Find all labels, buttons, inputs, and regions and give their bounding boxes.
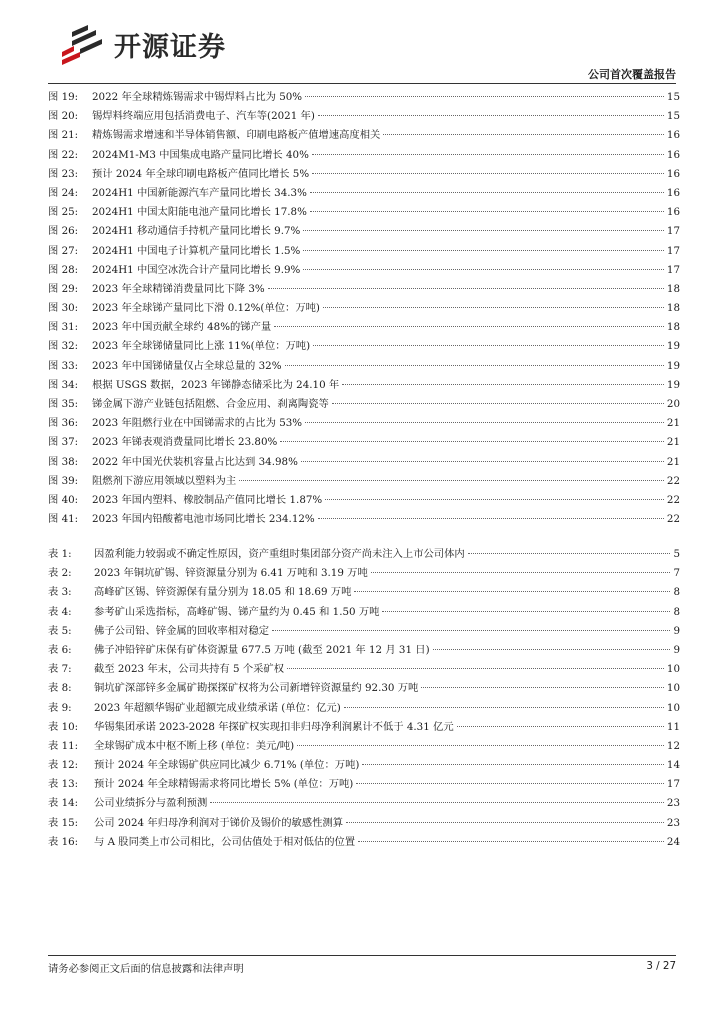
figure-entry[interactable] [48,472,680,491]
figure-list [48,88,680,529]
figure-entry-label: 图 36: [48,417,79,430]
figure-entry-page: 19 [666,340,680,353]
table-entry-label: 表 5: [48,624,72,637]
dot-leader [303,250,664,251]
figure-entry-page: 22 [666,513,680,526]
figure-entry-label: 图 39: [48,474,79,487]
table-entry-label: 表 4: [48,605,72,618]
figure-entry-title: 2022 年中国光伏装机容量占比达到 34.98% [92,455,298,468]
table-entry[interactable] [48,603,680,622]
figure-entry-page: 16 [666,129,680,142]
table-entry-label: 表 8: [48,682,72,695]
figure-entry-title: 2024H1 移动通信手持机产量同比增长 9.7% [92,225,301,238]
dot-leader [318,518,664,519]
figure-entry-title: 2023 年中国贡献全球约 48%的锑产量 [92,321,272,334]
dot-leader [310,192,664,193]
figure-entry-label: 图 33: [48,359,79,372]
figure-entry-label: 图 27: [48,244,79,257]
table-entry-title: 预计 2024 年全球精锡需求将同比增长 5% (单位：万吨) [94,778,354,791]
table-entry[interactable] [48,583,680,602]
dot-leader [318,115,664,116]
figure-entry-title: 2023 年国内铅酸蓄电池市场同比增长 234.12% [92,513,315,526]
footer-disclaimer: 请务必参阅正文后面的信息披露和法律声明 [48,963,244,975]
figure-entry-title: 2024H1 中国电子计算机产量同比增长 1.5% [92,244,301,257]
dot-leader [356,783,664,784]
table-entry[interactable] [48,622,680,641]
figure-entry-page: 17 [666,263,680,276]
figure-entry-page: 21 [666,455,680,468]
figure-entry[interactable] [48,261,680,280]
table-entry[interactable] [48,833,680,852]
table-entry[interactable] [48,814,680,833]
dot-leader [421,687,664,688]
figure-entry-title: 2023 年全球精锑消费量同比下降 3% [92,282,265,295]
figure-entry-page: 21 [666,436,680,449]
figure-entry-title: 2023 年全球锑产量同比下滑 0.12%(单位：万吨) [92,302,320,315]
figure-entry[interactable] [48,433,680,452]
figure-entry-label: 图 21: [48,129,79,142]
dot-leader [210,802,664,803]
table-entry-title: 全球锡矿成本中枢不断上移 (单位：美元/吨) [94,739,295,752]
table-entry-page: 8 [673,586,680,599]
figure-entry-title: 2024H1 中国太阳能电池产量同比增长 17.8% [92,206,307,219]
table-entry-page: 5 [673,548,680,560]
figure-entry-page: 15 [666,110,680,123]
figure-entry-label: 图 35: [48,398,79,410]
table-entry-title: 参考矿山采选指标，高峰矿锡、锑产量约为 0.45 和 1.50 万吨 [94,605,380,618]
table-entry-label: 表 12: [48,759,79,772]
figure-entry-label: 图 22: [48,148,79,161]
dot-leader [342,384,664,385]
table-entry[interactable] [48,775,680,794]
figure-entry-page: 16 [666,206,680,219]
table-entry-page: 23 [666,797,680,810]
table-entry-title: 2023 年超额华锡矿业超额完成业绩承诺 (单位：亿元) [94,701,341,714]
figure-entry[interactable] [48,126,680,145]
figure-entry-label: 图 37: [48,436,79,449]
header-rule [48,83,676,84]
figure-entry-page: 17 [666,225,680,238]
table-entry-title: 佛子冲铅锌矿床保有矿体资源量 677.5 万吨 (截至 2021 年 12 月 31 日) [94,643,430,656]
dot-leader [332,403,664,404]
figure-entry-title: 2023 年中国锑储量仅占全球总量的 32% [92,359,282,372]
table-entry-title: 公司 2024 年归母净利润对于锑价及锡价的敏感性测算 [94,816,343,829]
figure-entry-title: 2023 年阻燃行业在中国锑需求的占比为 53% [92,417,303,430]
table-entry-label: 表 15: [48,816,79,829]
figure-entry-label: 图 19: [48,91,79,103]
table-entry-title: 2023 年铜坑矿锡、锌资源量分别为 6.41 万吨和 3.19 万吨 [94,567,368,580]
figure-entry-page: 19 [666,378,680,391]
figure-entry-title: 阻燃剂下游应用领域以塑料为主 [92,474,237,487]
table-entry-title: 与 A 股同类上市公司相比，公司估值处于相对低估的位置 [94,835,356,848]
figure-entry-label: 图 23: [48,167,79,180]
table-entry-title: 铜坑矿深部锌多金属矿勘探探矿权将为公司新增锌资源量约 92.30 万吨 [94,682,419,695]
table-entry[interactable] [48,756,680,775]
table-entry-label: 表 16: [48,835,79,848]
figure-entry[interactable] [48,242,680,261]
footer-rule [48,955,676,956]
dot-leader [272,630,670,631]
dot-leader [268,288,664,289]
table-entry-title: 预计 2024 年全球锡矿供应同比减少 6.71% (单位：万吨) [94,759,360,772]
figure-entry-page: 22 [666,474,680,487]
table-entry[interactable] [48,564,680,583]
dot-leader [305,422,664,423]
table-entry[interactable] [48,660,680,679]
dot-leader [312,154,664,155]
dot-leader [297,745,664,746]
figure-entry-title: 2023 年锑表观消费量同比增长 23.80% [92,436,278,449]
dot-leader [346,822,664,823]
dot-leader [310,211,664,212]
table-entry[interactable] [48,718,680,737]
table-entry-page: 11 [666,720,680,733]
dot-leader [344,707,664,708]
figure-entry-page: 20 [666,398,680,410]
dot-leader [280,441,664,442]
figure-entry-title: 锑金属下游产业链包括阻燃、合金应用、刹离陶瓷等 [92,398,329,410]
figure-entry-label: 图 41: [48,513,79,526]
table-entry-label: 表 3: [48,586,72,599]
figure-entry-title: 锡焊料终端应用包括消费电子、汽车等(2021 年) [92,110,315,123]
figure-entry[interactable] [48,414,680,433]
table-entry-label: 表 7: [48,663,72,676]
logo-mark-icon [58,22,108,66]
dot-leader [354,591,670,592]
figure-entry-label: 图 40: [48,493,79,506]
table-entry-title: 高峰矿区锡、锌资源保有量分别为 18.05 和 18.69 万吨 [94,586,352,599]
figure-entry[interactable] [48,510,680,529]
figure-entry[interactable] [48,453,680,472]
figure-entry[interactable] [48,376,680,395]
dot-leader [358,841,664,842]
dot-leader [303,230,664,231]
dot-leader [457,726,664,727]
dot-leader [305,96,664,97]
table-entry-label: 表 1: [48,548,72,560]
dot-leader [274,326,664,327]
figure-entry-label: 图 20: [48,110,79,123]
figure-entry[interactable] [48,491,680,510]
table-entry-title: 公司业绩拆分与盈利预测 [94,797,208,810]
figure-entry-title: 预计 2024 年全球印刷电路板产值同比增长 5% [92,167,310,180]
figure-entry-label: 图 25: [48,206,79,219]
table-entry-label: 表 10: [48,720,79,733]
dot-leader [285,365,664,366]
figure-entry-title: 2023 年全球锑储量同比上涨 11%(单位：万吨) [92,340,311,353]
table-entry[interactable] [48,737,680,756]
dot-leader [382,611,670,612]
table-entry-page: 10 [666,701,680,714]
table-entry[interactable] [48,641,680,660]
dot-leader [383,134,664,135]
brand-logo [58,22,226,66]
figure-entry-title: 2024H1 中国新能源汽车产量同比增长 34.3% [92,186,307,199]
table-entry-page: 17 [666,778,680,791]
table-entry-label: 表 6: [48,643,72,656]
figure-entry-title: 2023 年国内塑料、橡胶制品产值同比增长 1.87% [92,493,323,506]
table-entry[interactable] [48,699,680,718]
figure-entry-label: 图 26: [48,225,79,238]
table-entry-page: 7 [673,567,680,580]
figure-entry-page: 18 [666,321,680,334]
table-list [48,545,680,852]
dot-leader [239,480,664,481]
figure-entry-label: 图 31: [48,321,79,334]
figure-entry-page: 16 [666,167,680,180]
dot-leader [303,269,664,270]
figure-entry[interactable] [48,357,680,376]
figure-entry-page: 16 [666,148,680,161]
table-entry-page: 24 [666,835,680,848]
table-entry-label: 表 11: [48,739,79,752]
figure-entry[interactable] [48,318,680,337]
figure-entry[interactable] [48,146,680,165]
figure-entry-label: 图 24: [48,186,79,199]
figure-entry-title: 2024H1 中国空冰洗合计产量同比增长 9.9% [92,263,301,276]
figure-entry-page: 22 [666,493,680,506]
table-entry-title: 截至 2023 年末，公司共持有 5 个采矿权 [94,663,285,676]
dot-leader [313,345,664,346]
dot-leader [312,173,664,174]
table-entry-label: 表 13: [48,778,79,791]
brand-name: 开源证券 [114,31,226,63]
figure-entry-label: 图 34: [48,378,79,391]
figure-entry-title: 根据 USGS 数据，2023 年锑静态储采比为 24.10 年 [92,378,340,391]
figure-entry[interactable] [48,280,680,299]
dot-leader [287,668,664,669]
figure-entry-page: 15 [666,91,680,103]
figure-entry-page: 18 [666,282,680,295]
table-entry[interactable] [48,679,680,698]
table-entry-page: 23 [666,816,680,829]
figure-entry-label: 图 38: [48,455,79,468]
table-entry[interactable] [48,794,680,813]
table-entry-label: 表 14: [48,797,79,810]
dot-leader [433,649,671,650]
table-entry-label: 表 2: [48,567,72,580]
figure-entry[interactable] [48,88,680,107]
table-entry-page: 9 [673,643,680,656]
figure-entry[interactable] [48,222,680,241]
table-entry-label: 表 9: [48,701,72,714]
table-entry[interactable] [48,545,680,564]
figure-entry[interactable] [48,203,680,222]
figure-entry-label: 图 29: [48,282,79,295]
figure-entry[interactable] [48,299,680,318]
dot-leader [362,764,664,765]
dot-leader [325,499,664,500]
table-entry-title: 佛子公司铅、锌金属的回收率相对稳定 [94,624,270,637]
table-entry-page: 12 [666,739,680,752]
figure-entry-label: 图 32: [48,340,79,353]
figure-entry[interactable] [48,107,680,126]
table-entry-title: 华锡集团承诺 2023-2028 年探矿权实现扣非归母净利润累计不低于 4.31 亿元 [94,720,454,733]
figure-entry[interactable] [48,337,680,356]
figure-entry-label: 图 28: [48,263,79,276]
figure-entry-page: 17 [666,244,680,257]
figure-entry-page: 16 [666,186,680,199]
figure-entry[interactable] [48,184,680,203]
dot-leader [468,553,671,554]
page-number: 3 / 27 [646,960,676,972]
figure-entry[interactable] [48,165,680,184]
table-entry-page: 10 [666,663,680,676]
figure-entry[interactable] [48,395,680,414]
table-entry-title: 因盈利能力较弱或不确定性原因，资产重组时集团部分资产尚未注入上市公司体内 [94,548,465,560]
dot-leader [323,307,664,308]
report-type: 公司首次覆盖报告 [588,68,676,81]
figure-entry-label: 图 30: [48,302,79,315]
table-entry-page: 14 [666,759,680,772]
figure-entry-page: 19 [666,359,680,372]
dot-leader [301,461,664,462]
table-entry-page: 9 [673,624,680,637]
figure-entry-page: 18 [666,302,680,315]
figure-entry-title: 2022 年全球精炼锡需求中锡焊料占比为 50% [92,91,303,103]
table-entry-page: 10 [666,682,680,695]
figure-entry-title: 精炼锡需求增速和半导体销售额、印刷电路板产值增速高度相关 [92,129,381,142]
dot-leader [371,572,671,573]
table-entry-page: 8 [673,605,680,618]
figure-entry-page: 21 [666,417,680,430]
figure-entry-title: 2024M1-M3 中国集成电路产量同比增长 40% [92,148,309,161]
